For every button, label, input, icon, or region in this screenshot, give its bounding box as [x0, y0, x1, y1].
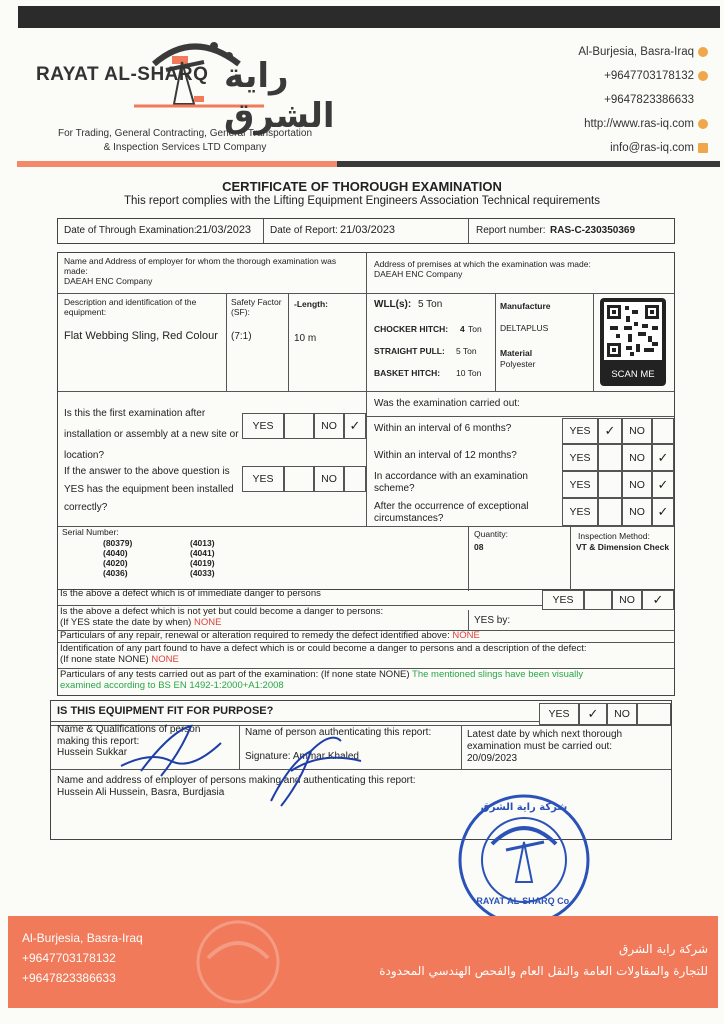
q1-yes-check[interactable]	[284, 413, 314, 439]
fit-no-check[interactable]	[637, 703, 671, 725]
straight-label: STRAIGHT PULL:	[374, 346, 445, 356]
employer-label: Name and Address of employer for whom the thorough examination was made:	[64, 256, 337, 276]
serial-number: (4041)	[190, 548, 215, 558]
company-name-arabic: راية الشرق	[224, 56, 335, 136]
location-icon	[698, 47, 708, 57]
divider	[239, 725, 240, 769]
certificate-title: CERTIFICATE OF THOROUGH EXAMINATION	[222, 179, 502, 194]
company-stamp	[456, 792, 592, 928]
report-number-value: RAS-C-230350369	[550, 225, 636, 236]
serial-label: Serial Number:	[62, 527, 119, 537]
q1-no-check[interactable]: ✓	[344, 413, 366, 439]
divider	[58, 293, 674, 294]
sf-value: (7:1)	[231, 331, 252, 342]
serial-column-1	[103, 538, 132, 578]
serial-column-2	[190, 538, 215, 578]
material-label: Material	[500, 348, 533, 358]
next-exam-label: Latest date by which next thorough examination must be carried out:	[467, 729, 623, 752]
header-address: Al-Burjesia, Basra-Iraq	[480, 40, 708, 64]
header-email: info@ras-iq.com	[480, 136, 708, 160]
scheme-yes-check[interactable]	[598, 471, 622, 498]
scheme-no-check[interactable]: ✓	[652, 471, 674, 498]
divider	[468, 610, 469, 630]
wll-label: WLL(s):	[374, 299, 412, 310]
company-name: RAYAT AL-SHARQ	[36, 64, 209, 85]
i12-no-check[interactable]: ✓	[652, 444, 674, 471]
method-value: VT & Dimension Check	[576, 542, 670, 552]
defect-parts-value: NONE	[151, 654, 179, 665]
authenticator-value: Signature: Ammar Khaled	[245, 751, 359, 762]
employer-auth-label: Name and address of employer of persons making and authenticating this report:	[57, 775, 416, 786]
certificate-subtitle: This report complies with the Lifting Equipment Engineers Association Technical requirements	[123, 195, 600, 207]
qr-code[interactable]	[600, 298, 666, 386]
tests-value-2: examined according to BS EN 1492-1:2000+A1:2008	[60, 680, 284, 691]
header-phone-1: +9647703178132	[480, 64, 708, 88]
divider	[366, 391, 367, 526]
tagline-line-1: For Trading, General Contracting, General Transportation	[57, 128, 313, 139]
dates-row	[57, 218, 675, 244]
exceptional-yes-box[interactable]: YES	[562, 498, 598, 526]
footer-phone-2: +9647823386633	[22, 971, 116, 985]
tagline-line-2: & Inspection Services LTD Company	[103, 142, 267, 153]
i6-no-box[interactable]: NO	[622, 418, 652, 444]
i6-yes-box[interactable]: YES	[562, 418, 598, 444]
employer-value: DAEAH ENC Company	[64, 276, 153, 286]
i12-yes-check[interactable]	[598, 444, 622, 471]
fit-yes-box[interactable]: YES	[539, 703, 579, 725]
immediate-yes-check[interactable]	[584, 590, 612, 610]
serial-number: (80379)	[103, 538, 133, 548]
header-website: http://www.ras-iq.com	[480, 112, 708, 136]
divider	[570, 526, 571, 591]
tests-value-1: The mentioned slings have been visually	[412, 669, 584, 680]
divider	[288, 293, 289, 391]
quantity-value: 08	[474, 542, 484, 552]
report-number-label: Report number:	[476, 225, 546, 236]
scheme-question: In accordance with an examination scheme?	[374, 471, 528, 494]
divider	[495, 293, 496, 391]
wll-value: 5 Ton	[418, 299, 443, 310]
immediate-yes-box[interactable]: YES	[542, 590, 584, 610]
i6-yes-check[interactable]: ✓	[598, 418, 622, 444]
mail-icon	[698, 143, 708, 153]
exceptional-question: After the occurrence of exceptional circumstances?	[374, 501, 529, 524]
footer-phone-1: +9647703178132	[22, 951, 116, 965]
footer-address: Al-Burjesia, Basra-Iraq	[22, 931, 143, 945]
q2-yes-check[interactable]	[284, 466, 314, 492]
header-contact	[480, 40, 708, 160]
header-phone-2: +9647823386633	[480, 88, 708, 112]
first-exam-question: Is this the first examination after installation or assembly at a new site or location?	[64, 408, 239, 461]
next-exam-value: 20/09/2023	[467, 753, 518, 764]
maker-value: Hussein Sukkar	[57, 747, 128, 758]
serial-number: (4040)	[103, 548, 128, 558]
sf-label: Safety Factor (SF):	[231, 297, 282, 317]
divider	[468, 219, 469, 243]
exceptional-no-check[interactable]: ✓	[652, 498, 674, 526]
date-exam-label: Date of Through Examination:	[64, 225, 197, 236]
equipment-desc-label: Description and identification of the equipment:	[64, 297, 197, 317]
exceptional-no-box[interactable]: NO	[622, 498, 652, 526]
method-label: Inspection Method:	[578, 531, 650, 541]
scheme-no-box[interactable]: NO	[622, 471, 652, 498]
defect-parts-detail: (If none state NONE) NONE	[60, 654, 179, 665]
date-report-label: Date of Report:	[270, 225, 338, 236]
basket-value: 10 Ton	[456, 368, 482, 378]
footer-arabic	[288, 938, 708, 982]
defect-parts-question: Identification of any part found to have a defect which is or could become a danger to persons and a description of the defect:	[60, 643, 587, 654]
scheme-yes-box[interactable]: YES	[562, 471, 598, 498]
exceptional-yes-check[interactable]	[598, 498, 622, 526]
q2-no-box[interactable]: NO	[314, 466, 344, 492]
q2-no-check[interactable]	[344, 466, 366, 492]
interval-12-question: Within an interval of 12 months?	[374, 450, 517, 461]
length-value: 10 m	[294, 333, 317, 344]
straight-value: 5 Ton	[456, 346, 477, 356]
maker-signature	[111, 721, 231, 781]
divider	[366, 253, 367, 391]
i6-no-check[interactable]	[652, 418, 674, 444]
tests-row: Particulars of any tests carried out as part of the examination: (If none state NONE) The mentioned slings have been visually	[60, 669, 584, 680]
serial-number: (4020)	[103, 558, 128, 568]
equipment-desc-value: Flat Webbing Sling, Red Colour	[64, 330, 218, 342]
fit-yes-check[interactable]: ✓	[579, 703, 607, 725]
globe-icon	[698, 119, 708, 129]
immediate-no-check[interactable]: ✓	[642, 590, 674, 610]
company-tagline	[20, 127, 350, 155]
choker-label: CHOCKER HITCH:	[374, 324, 449, 334]
divider	[366, 416, 674, 417]
q1-no-box[interactable]: NO	[314, 413, 344, 439]
stamp-arabic: شركة راية الشرق	[480, 802, 568, 813]
basket-label: BASKET HITCH:	[374, 368, 441, 378]
repair-row: Particulars of any repair, renewal or alteration required to remedy the defect identified above: NONE	[60, 630, 480, 641]
authenticator-signature	[251, 731, 371, 811]
divider	[461, 725, 462, 769]
serial-number: (4013)	[190, 538, 215, 548]
premises-value: DAEAH ENC Company	[374, 269, 463, 279]
q2-yes-box[interactable]: YES	[242, 466, 284, 492]
footer-contact	[22, 928, 143, 988]
authenticator-label: Name of person authenticating this report:	[245, 727, 432, 738]
employer-auth-value: Hussein Ali Hussein, Basra, Burdjasia	[57, 787, 225, 798]
future-danger-value: NONE	[193, 617, 222, 628]
fit-purpose-question: IS THIS EQUIPMENT FIT FOR PURPOSE?	[57, 705, 274, 717]
defects-section	[57, 590, 675, 696]
immediate-danger-question: Is the above a defect which is of immediate danger to persons	[60, 588, 321, 599]
main-form	[57, 252, 675, 590]
divider	[58, 526, 674, 527]
installed-correctly-question: If the answer to the above question is YES has the equipment been installed correctly?	[64, 466, 234, 513]
future-danger-detail: (If YES state the date by when) NONE	[60, 617, 222, 628]
footer-arabic-line-2: للتجارة والمقاولات العامة والنقل العام والفحص الهندسي المحدودة	[379, 964, 708, 978]
header-stripe-dark	[337, 161, 720, 167]
choker-unit: Ton	[468, 324, 482, 334]
interval-6-question: Within an interval of 6 months?	[374, 423, 512, 434]
date-report-value: 21/03/2023	[340, 224, 396, 236]
choker-number: 4	[460, 324, 465, 334]
i12-no-box[interactable]: NO	[622, 444, 652, 471]
serial-number: (4036)	[103, 568, 128, 578]
quantity-label: Quantity:	[474, 529, 509, 539]
date-exam-value: 21/03/2023	[196, 224, 252, 236]
phone-icon	[698, 71, 708, 81]
yes-by-label: YES by:	[474, 615, 511, 626]
stamp-text: RAYAT AL-SHARQ Co.	[476, 896, 572, 906]
manufacture-label: Manufacture	[500, 301, 551, 311]
divider	[226, 293, 227, 391]
i12-yes-box[interactable]: YES	[562, 444, 598, 471]
scan-me-label: SCAN ME	[611, 369, 655, 380]
repair-value: NONE	[452, 630, 480, 641]
divider	[468, 526, 469, 591]
phone-spacer	[698, 95, 708, 105]
length-label: -Length:	[294, 299, 328, 309]
material-value: Polyester	[500, 359, 536, 369]
serial-number: (4033)	[190, 568, 215, 578]
q1-yes-box[interactable]: YES	[242, 413, 284, 439]
serial-number: (4019)	[190, 558, 215, 568]
maker-label: Name & Qualifications of person making this report:	[57, 724, 201, 747]
fit-no-box[interactable]: NO	[607, 703, 637, 725]
future-danger-question: Is the above a defect which is not yet but could become a danger to persons:	[60, 606, 384, 617]
divider	[263, 219, 264, 243]
footer-arabic-line-1: شركة راية الشرق	[619, 942, 708, 956]
premises-label: Address of premises at which the examination was made:	[374, 259, 591, 269]
carried-out-label: Was the examination carried out:	[374, 398, 520, 409]
footer-watermark-logo	[178, 918, 298, 1006]
divider	[593, 293, 594, 391]
header-stripe-accent	[17, 161, 337, 167]
header-top-bar	[18, 6, 720, 28]
footer-band	[8, 916, 718, 1008]
manufacture-value: DELTAPLUS	[500, 323, 549, 333]
immediate-no-box[interactable]: NO	[612, 590, 642, 610]
